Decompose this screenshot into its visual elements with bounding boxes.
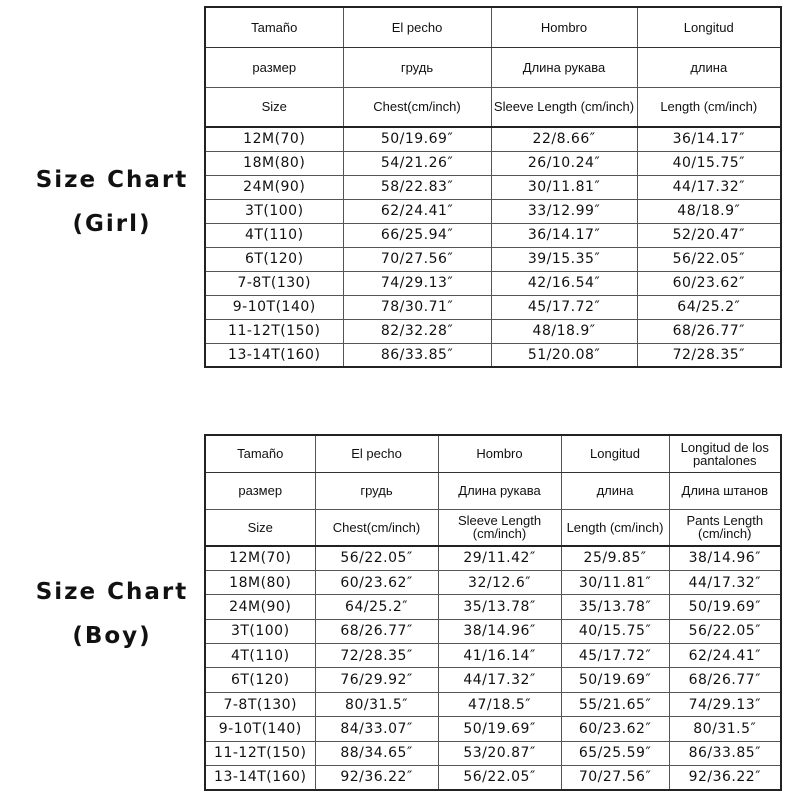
measurement-cell: 70/27.56″: [561, 766, 669, 790]
measurement-cell: 50/19.69″: [561, 668, 669, 692]
column-header: Longitud: [637, 7, 781, 47]
boy-header-row: [205, 435, 781, 472]
measurement-cell: 44/17.32″: [669, 570, 781, 594]
measurement-cell: 38/14.96″: [669, 546, 781, 570]
measurement-cell: 38/14.96″: [438, 619, 561, 643]
measurement-cell: 70/27.56″: [343, 247, 491, 271]
column-header: Longitud: [561, 435, 669, 472]
measurement-cell: 52/20.47″: [637, 223, 781, 247]
column-header: Longitud de los pantalones: [669, 435, 781, 472]
column-header: длина: [561, 472, 669, 509]
size-cell: 18M(80): [205, 151, 343, 175]
measurement-cell: 64/25.2″: [637, 295, 781, 319]
column-header: Pants Length (cm/inch): [669, 509, 781, 546]
measurement-cell: 45/17.72″: [561, 644, 669, 668]
girl-chart-subtitle: (Girl): [72, 211, 152, 237]
column-header: Hombro: [438, 435, 561, 472]
measurement-cell: 56/22.05″: [669, 619, 781, 643]
size-cell: 4T(110): [205, 644, 315, 668]
measurement-cell: 88/34.65″: [315, 741, 438, 765]
size-cell: 12M(70): [205, 546, 315, 570]
size-cell: 11-12T(150): [205, 741, 315, 765]
column-header: длина: [637, 47, 781, 87]
measurement-cell: 40/15.75″: [637, 151, 781, 175]
measurement-cell: 68/26.77″: [637, 319, 781, 343]
measurement-cell: 62/24.41″: [669, 644, 781, 668]
measurement-cell: 86/33.85″: [669, 741, 781, 765]
table-row: [205, 741, 781, 765]
size-cell: 24M(90): [205, 595, 315, 619]
measurement-cell: 76/29.92″: [315, 668, 438, 692]
column-header: Size: [205, 509, 315, 546]
table-row: [205, 271, 781, 295]
measurement-cell: 42/16.54″: [491, 271, 637, 295]
measurement-cell: 29/11.42″: [438, 546, 561, 570]
table-row: [205, 766, 781, 790]
boy-header-row: [205, 472, 781, 509]
size-cell: 11-12T(150): [205, 319, 343, 343]
column-header: El pecho: [315, 435, 438, 472]
size-cell: 12M(70): [205, 127, 343, 151]
column-header: Sleeve Length (cm/inch): [438, 509, 561, 546]
measurement-cell: 55/21.65″: [561, 692, 669, 716]
measurement-cell: 84/33.07″: [315, 717, 438, 741]
boy-table-body: [205, 435, 781, 790]
column-header: Длина штанов: [669, 472, 781, 509]
measurement-cell: 74/29.13″: [669, 692, 781, 716]
column-header: размер: [205, 472, 315, 509]
measurement-cell: 41/16.14″: [438, 644, 561, 668]
table-row: [205, 546, 781, 570]
measurement-cell: 54/21.26″: [343, 151, 491, 175]
table-row: [205, 199, 781, 223]
size-cell: 7-8T(130): [205, 271, 343, 295]
column-header: Tamaño: [205, 435, 315, 472]
measurement-cell: 25/9.85″: [561, 546, 669, 570]
table-row: [205, 223, 781, 247]
table-row: [205, 619, 781, 643]
column-header: Sleeve Length (cm/inch): [491, 87, 637, 127]
measurement-cell: 44/17.32″: [438, 668, 561, 692]
measurement-cell: 44/17.32″: [637, 175, 781, 199]
column-header: Hombro: [491, 7, 637, 47]
measurement-cell: 39/15.35″: [491, 247, 637, 271]
girl-size-chart-label: [22, 158, 202, 246]
column-header: грудь: [315, 472, 438, 509]
girl-header-row: [205, 7, 781, 47]
measurement-cell: 33/12.99″: [491, 199, 637, 223]
measurement-cell: 62/24.41″: [343, 199, 491, 223]
measurement-cell: 32/12.6″: [438, 570, 561, 594]
measurement-cell: 40/15.75″: [561, 619, 669, 643]
table-row: [205, 692, 781, 716]
measurement-cell: 72/28.35″: [315, 644, 438, 668]
measurement-cell: 72/28.35″: [637, 343, 781, 367]
table-row: [205, 319, 781, 343]
measurement-cell: 48/18.9″: [637, 199, 781, 223]
table-row: [205, 295, 781, 319]
measurement-cell: 30/11.81″: [561, 570, 669, 594]
measurement-cell: 36/14.17″: [637, 127, 781, 151]
measurement-cell: 36/14.17″: [491, 223, 637, 247]
column-header: Size: [205, 87, 343, 127]
table-row: [205, 668, 781, 692]
size-cell: 13-14T(160): [205, 766, 315, 790]
measurement-cell: 66/25.94″: [343, 223, 491, 247]
measurement-cell: 74/29.13″: [343, 271, 491, 295]
column-header: Length (cm/inch): [637, 87, 781, 127]
size-cell: 4T(110): [205, 223, 343, 247]
measurement-cell: 30/11.81″: [491, 175, 637, 199]
size-cell: 3T(100): [205, 619, 315, 643]
size-cell: 24M(90): [205, 175, 343, 199]
girl-chart-title: Size Chart: [35, 167, 189, 193]
measurement-cell: 58/22.83″: [343, 175, 491, 199]
measurement-cell: 56/22.05″: [637, 247, 781, 271]
measurement-cell: 22/8.66″: [491, 127, 637, 151]
table-row: [205, 717, 781, 741]
column-header: Chest(cm/inch): [315, 509, 438, 546]
measurement-cell: 80/31.5″: [315, 692, 438, 716]
measurement-cell: 35/13.78″: [438, 595, 561, 619]
table-row: [205, 247, 781, 271]
column-header: Длина рукава: [438, 472, 561, 509]
girl-table-body: [205, 7, 781, 367]
measurement-cell: 45/17.72″: [491, 295, 637, 319]
measurement-cell: 60/23.62″: [637, 271, 781, 295]
size-cell: 6T(120): [205, 247, 343, 271]
boy-chart-title: Size Chart: [35, 579, 189, 605]
boy-size-chart-label: [22, 570, 202, 658]
table-row: [205, 127, 781, 151]
measurement-cell: 60/23.62″: [561, 717, 669, 741]
measurement-cell: 65/25.59″: [561, 741, 669, 765]
size-cell: 9-10T(140): [205, 717, 315, 741]
column-header: Tamaño: [205, 7, 343, 47]
measurement-cell: 82/32.28″: [343, 319, 491, 343]
size-cell: 9-10T(140): [205, 295, 343, 319]
measurement-cell: 78/30.71″: [343, 295, 491, 319]
girl-size-table: [204, 6, 782, 368]
measurement-cell: 92/36.22″: [315, 766, 438, 790]
table-row: [205, 570, 781, 594]
boy-size-table: [204, 434, 782, 791]
table-row: [205, 151, 781, 175]
measurement-cell: 92/36.22″: [669, 766, 781, 790]
size-cell: 3T(100): [205, 199, 343, 223]
measurement-cell: 51/20.08″: [491, 343, 637, 367]
size-cell: 18M(80): [205, 570, 315, 594]
measurement-cell: 50/19.69″: [438, 717, 561, 741]
table-row: [205, 343, 781, 367]
girl-header-row: [205, 87, 781, 127]
size-cell: 7-8T(130): [205, 692, 315, 716]
measurement-cell: 68/26.77″: [315, 619, 438, 643]
measurement-cell: 60/23.62″: [315, 570, 438, 594]
size-cell: 6T(120): [205, 668, 315, 692]
measurement-cell: 64/25.2″: [315, 595, 438, 619]
measurement-cell: 48/18.9″: [491, 319, 637, 343]
column-header: Chest(cm/inch): [343, 87, 491, 127]
measurement-cell: 80/31.5″: [669, 717, 781, 741]
measurement-cell: 50/19.69″: [669, 595, 781, 619]
boy-chart-subtitle: (Boy): [72, 623, 152, 649]
column-header: Length (cm/inch): [561, 509, 669, 546]
measurement-cell: 86/33.85″: [343, 343, 491, 367]
girl-header-row: [205, 47, 781, 87]
measurement-cell: 26/10.24″: [491, 151, 637, 175]
measurement-cell: 47/18.5″: [438, 692, 561, 716]
column-header: грудь: [343, 47, 491, 87]
size-cell: 13-14T(160): [205, 343, 343, 367]
column-header: Длина рукава: [491, 47, 637, 87]
column-header: El pecho: [343, 7, 491, 47]
measurement-cell: 35/13.78″: [561, 595, 669, 619]
measurement-cell: 53/20.87″: [438, 741, 561, 765]
measurement-cell: 56/22.05″: [315, 546, 438, 570]
column-header: размер: [205, 47, 343, 87]
boy-header-row: [205, 509, 781, 546]
measurement-cell: 56/22.05″: [438, 766, 561, 790]
measurement-cell: 68/26.77″: [669, 668, 781, 692]
table-row: [205, 175, 781, 199]
table-row: [205, 644, 781, 668]
measurement-cell: 50/19.69″: [343, 127, 491, 151]
table-row: [205, 595, 781, 619]
